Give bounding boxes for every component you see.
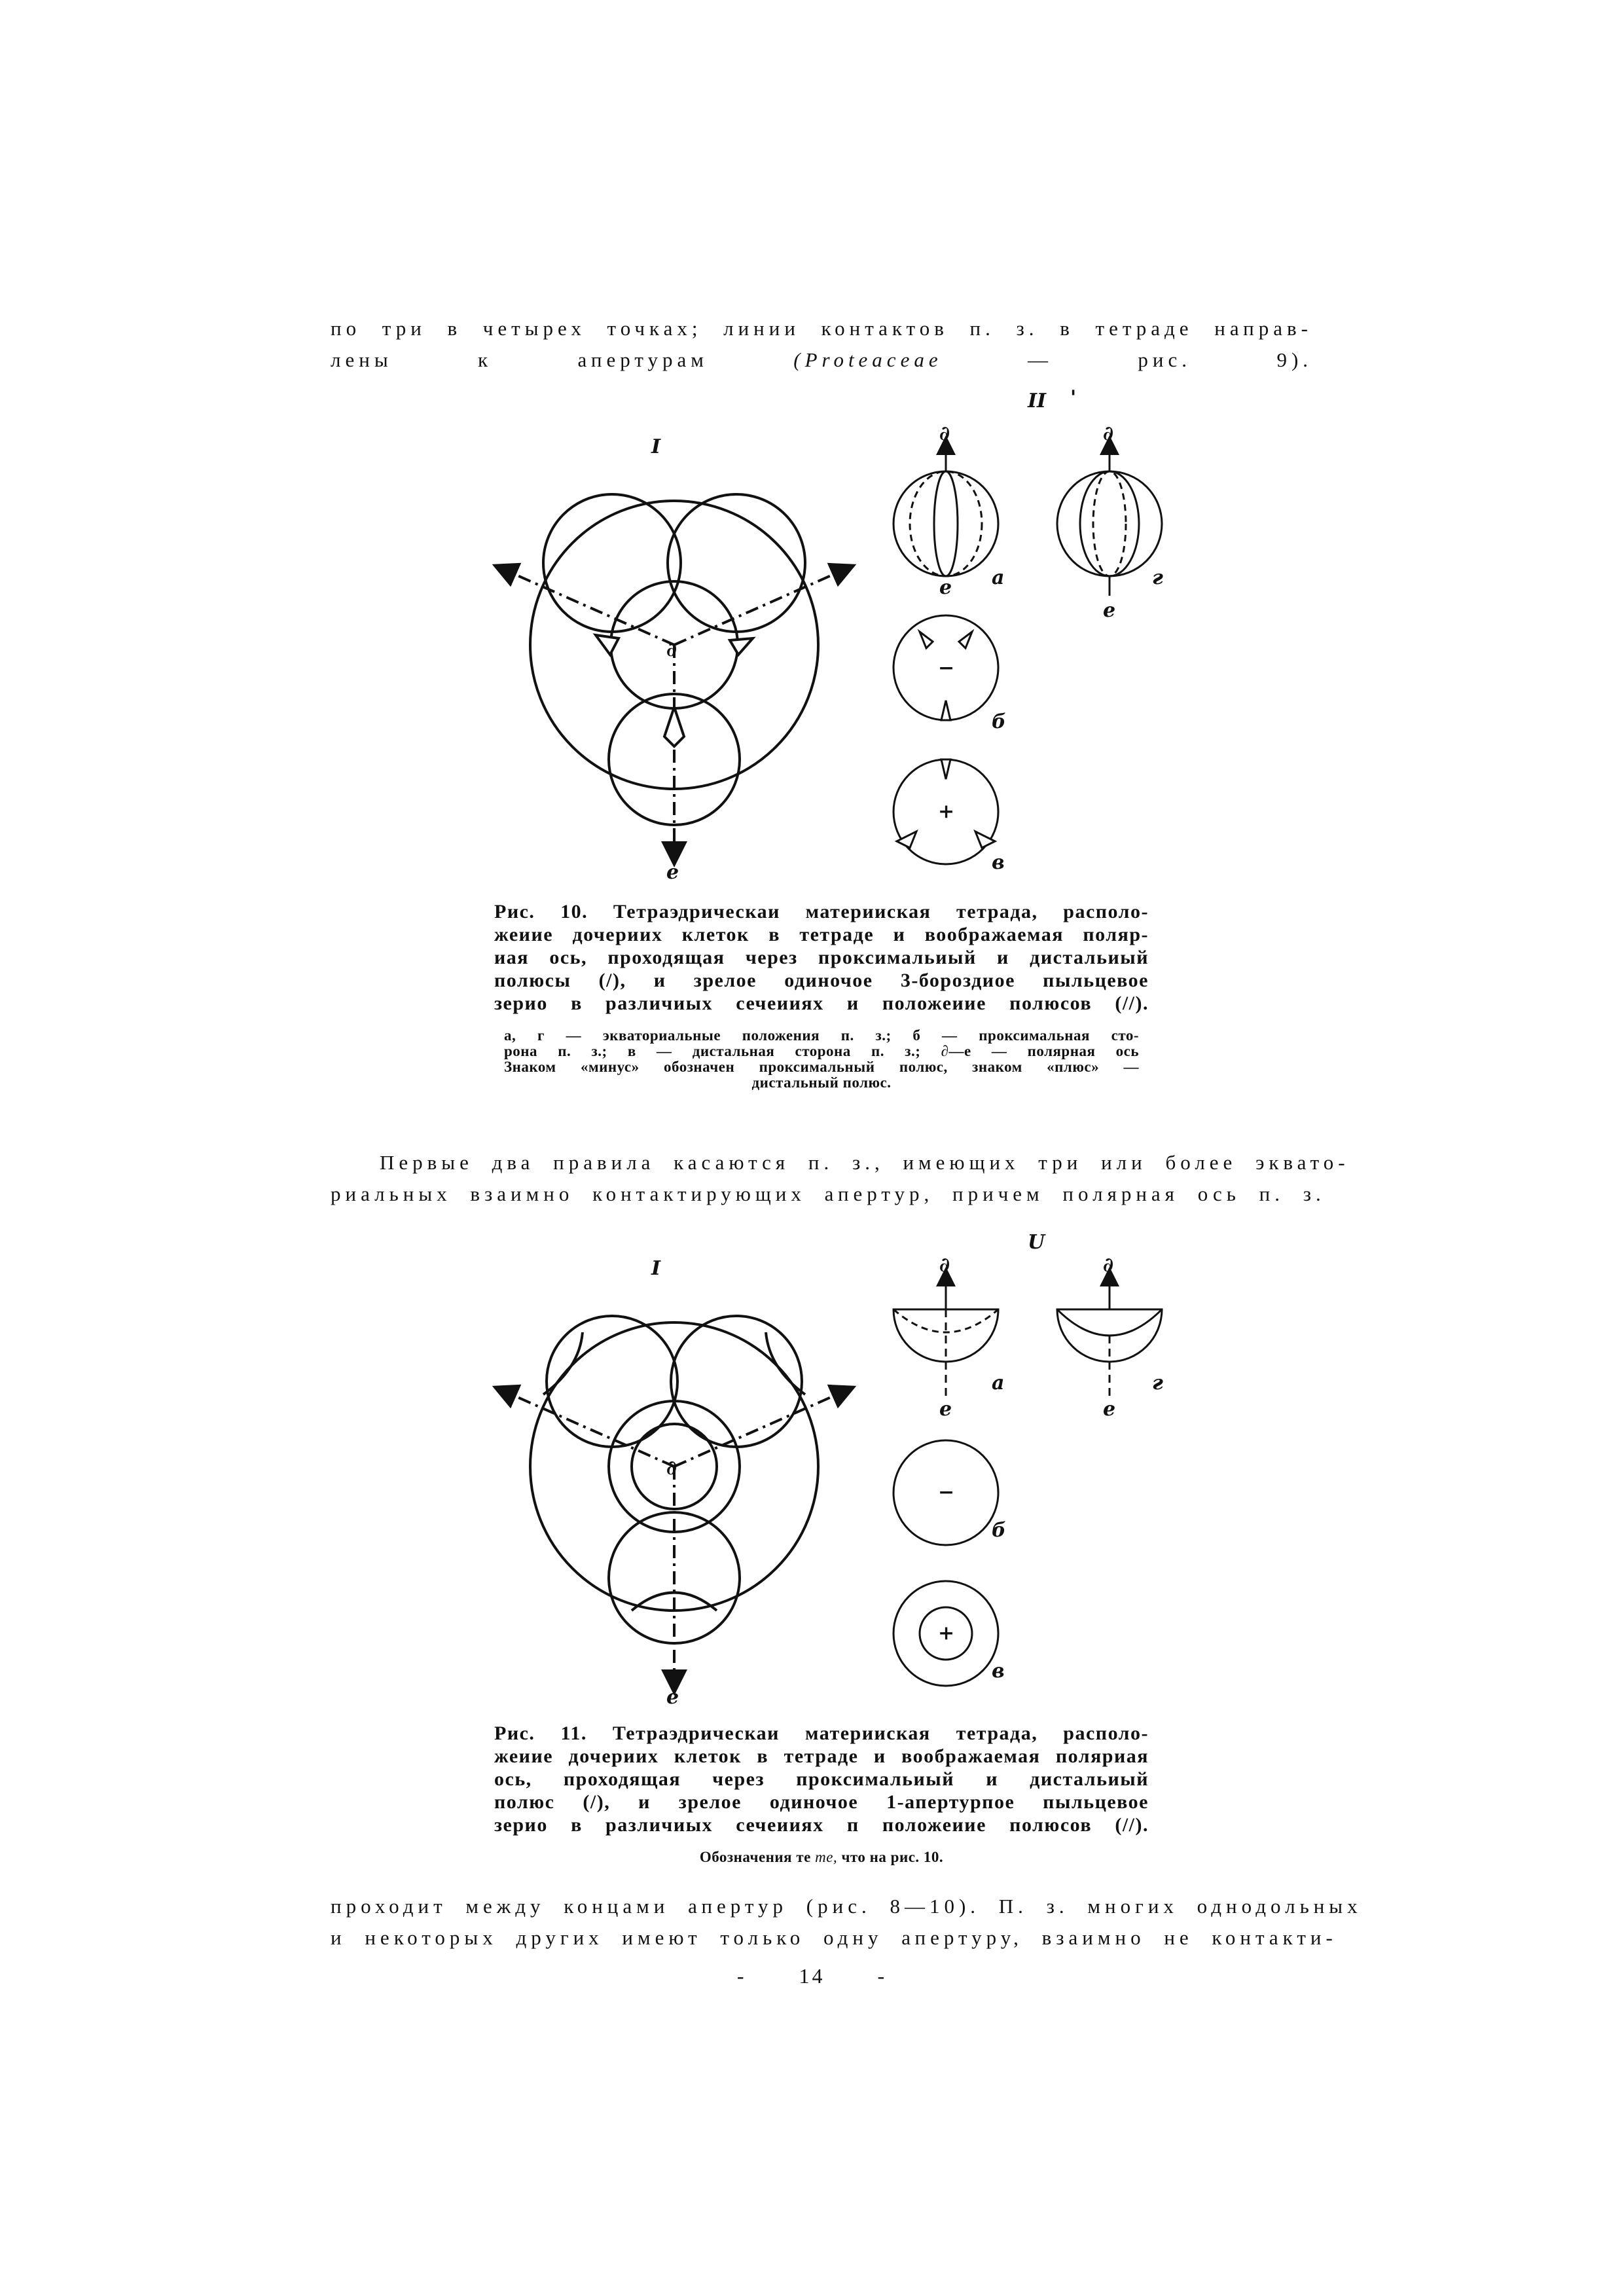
pole-d-g: ∂ — [1103, 1254, 1114, 1277]
pole-e-g: e — [1103, 1398, 1116, 1421]
label-I: I — [651, 435, 661, 458]
pole-d-I: ∂ — [666, 1457, 677, 1480]
label-U: U — [1028, 1231, 1045, 1254]
caption-line: зерио в различиых сечеииях п положеиие полюсов (//). — [494, 1814, 1149, 1836]
label-a: a — [992, 566, 1005, 589]
paragraph-middle — [331, 1147, 1350, 1210]
minus-sign: − — [938, 1481, 955, 1504]
caption-line: Рис. 11. Тетраэдрическаи материиская тетрада, располо- — [494, 1722, 1149, 1744]
tetrad-diagram-I — [504, 1316, 844, 1683]
label-v: в — [992, 1660, 1005, 1683]
paragraph-top-line-1: по три в четырех точках; линии контактов п. з. в тетраде направ- — [331, 317, 1312, 340]
note-line: Знаком «минус» обозначен проксимальный полюс, знаком «плюс» — — [504, 1059, 1139, 1075]
plus-sign: + — [938, 800, 955, 823]
figure-10-caption — [494, 900, 1149, 1015]
paragraph-top — [331, 313, 1312, 376]
note-line: рона п. з.; в — дистальная сторона п. з.; ∂—е — полярная ось — [504, 1043, 1139, 1059]
paragraph-bottom-line-1: проходит между концами апертур (рис. 8—10). П. з. многих однодольных — [331, 1895, 1362, 1918]
figure-11 — [458, 1231, 1211, 1715]
caption-line: Рис. 10. Тетраэдрическаи материиская тетрада, располо- — [494, 901, 1149, 922]
figure-11-caption — [494, 1722, 1149, 1836]
paragraph-middle-line-2: риальных взаимно контактирующих апертур, причем полярная ось п. з. — [331, 1182, 1326, 1205]
page-dash-left: - — [736, 1964, 747, 1988]
label-g: г — [1152, 1372, 1163, 1394]
taxon-name: (Proteaceae — [793, 348, 943, 371]
label-v: в — [992, 851, 1005, 874]
page-dash-right: - — [877, 1964, 888, 1988]
label-a: a — [992, 1372, 1005, 1394]
label-b: б — [992, 1519, 1006, 1542]
tetrad-diagram-I — [504, 494, 844, 854]
caption-line: полюсы (/), и зрелое одиночое 3-бороздиое пыльцевое — [494, 970, 1149, 991]
note-line: а, г — экваториальные положения п. з.; б — проксимальная сто- — [504, 1027, 1139, 1044]
pole-e-g: e — [1103, 599, 1116, 622]
grain-g — [1057, 1277, 1162, 1401]
figure-11-note — [494, 1850, 1149, 1865]
paragraph-top-line-2 — [331, 344, 1312, 376]
note-text: Обозначения те — [699, 1849, 811, 1865]
paragraph-bottom — [331, 1891, 1362, 1954]
figure-10-drawing — [458, 380, 1211, 890]
paragraph-middle-line-1: Первые два правила касаются п. з., имеющих три или более эквато- — [380, 1151, 1350, 1174]
text-fragment: лены к апертурам — [331, 348, 708, 371]
label-prime: ' — [1070, 386, 1077, 409]
pole-d-I: ∂ — [666, 638, 677, 661]
grain-a — [893, 1277, 998, 1401]
figure-11-drawing — [458, 1231, 1211, 1715]
caption-line: полюс (/), и зрелое одиночое 1-апертурпое пыльцевое — [494, 1791, 1149, 1813]
caption-line: зерио в различиых сечеииях и положеиие полюсов (//). — [494, 993, 1149, 1014]
text-fragment: — рис. 9). — [1028, 348, 1313, 371]
note-line: дистальный полюс. — [751, 1074, 892, 1091]
grain-a — [893, 445, 998, 576]
caption-line: иая ось, проходящая через проксимальиый и дистальиый — [494, 947, 1149, 968]
figure-10-note — [504, 1028, 1139, 1091]
label-b: б — [992, 710, 1006, 733]
plus-sign: + — [938, 1622, 955, 1645]
pole-e-a: e — [939, 1398, 952, 1421]
page-number-value: 14 — [799, 1964, 825, 1988]
note-text: что на рис. 10. — [841, 1849, 944, 1865]
minus-sign: − — [938, 657, 955, 680]
caption-line: жеиие дочериих клеток в тетраде и воображаемая поляр- — [494, 924, 1149, 945]
figure-10 — [458, 380, 1211, 890]
paragraph-bottom-line-2: и некоторых других имеют только одну апертуру, взаимно не контакти- — [331, 1926, 1337, 1949]
pole-d-g: ∂ — [1103, 422, 1114, 445]
note-italic: me, — [815, 1849, 838, 1865]
page-number — [0, 1964, 1624, 1988]
pole-e-I: e — [666, 861, 679, 884]
caption-line: ось, проходящая через проксимальиый и дистальиый — [494, 1768, 1149, 1790]
caption-line: жеиие дочериих клеток в тетраде и воображаемая поляриая — [494, 1745, 1149, 1767]
pole-e-I: e — [666, 1686, 679, 1709]
pole-e-a: e — [939, 576, 952, 599]
pole-d-a: ∂ — [939, 1254, 950, 1277]
label-g: г — [1152, 566, 1163, 589]
pole-d-a: ∂ — [939, 422, 950, 445]
label-I: I — [651, 1257, 661, 1280]
grain-g — [1057, 445, 1162, 596]
label-II: II — [1028, 390, 1047, 412]
